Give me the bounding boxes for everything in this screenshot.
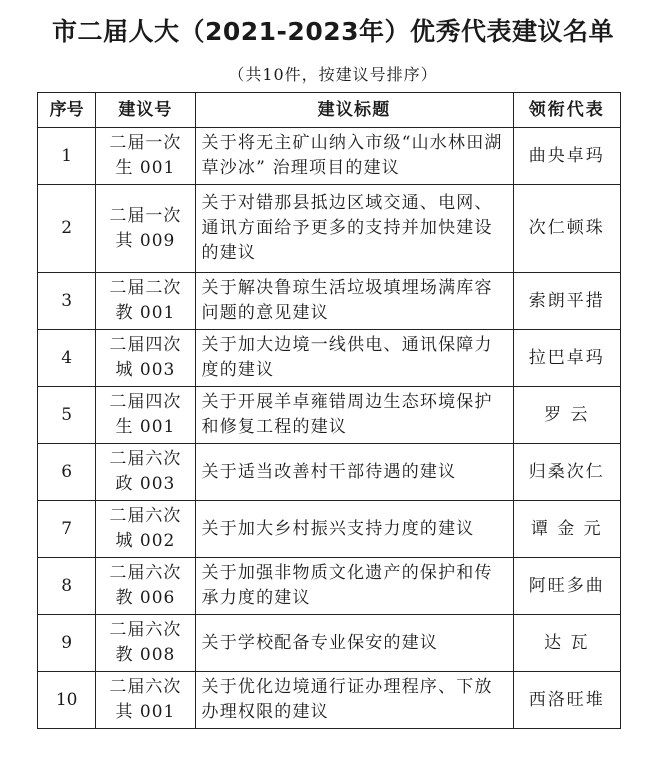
lead-representative: 达 瓦	[513, 615, 620, 672]
row-index: 8	[38, 558, 96, 615]
table-row	[38, 330, 621, 387]
lead-representative: 曲央卓玛	[513, 128, 620, 185]
proposal-number: 二届六次其 001	[96, 672, 195, 729]
table-row	[38, 615, 621, 672]
proposal-number: 二届六次教 008	[96, 615, 195, 672]
table-row	[38, 501, 621, 558]
proposal-number: 二届六次政 003	[96, 444, 195, 501]
row-index: 9	[38, 615, 96, 672]
proposal-number: 二届二次教 001	[96, 273, 195, 330]
row-index: 4	[38, 330, 96, 387]
table-row	[38, 672, 621, 729]
proposal-title: 关于加强非物质文化遗产的保护和传承力度的建议	[195, 558, 513, 615]
row-index: 2	[38, 185, 96, 273]
proposal-title: 关于将无主矿山纳入市级“山水林田湖草沙冰” 治理项目的建议	[195, 128, 513, 185]
column-header-lead-representative: 领衔代表	[513, 93, 620, 128]
proposal-number: 二届一次其 009	[96, 185, 195, 273]
proposal-title: 关于解决鲁琼生活垃圾填埋场满库容问题的意见建议	[195, 273, 513, 330]
proposal-title: 关于学校配备专业保安的建议	[195, 615, 513, 672]
lead-representative: 罗 云	[513, 387, 620, 444]
lead-representative: 次仁顿珠	[513, 185, 620, 273]
proposal-title: 关于对错那县抵边区域交通、电网、通讯方面给予更多的支持并加快建设的建议	[195, 185, 513, 273]
table-row	[38, 387, 621, 444]
proposal-number: 二届六次教 006	[96, 558, 195, 615]
proposal-number: 二届一次生 001	[96, 128, 195, 185]
row-index: 5	[38, 387, 96, 444]
table-row	[38, 444, 621, 501]
table-header-row	[38, 93, 621, 128]
proposal-title: 关于开展羊卓雍错周边生态环境保护和修复工程的建议	[195, 387, 513, 444]
page-title: 市二届人大（2021-2023年）优秀代表建议名单	[51, 17, 615, 46]
row-index: 6	[38, 444, 96, 501]
lead-representative: 谭 金 元	[513, 501, 620, 558]
proposals-table	[37, 92, 621, 729]
proposal-number: 二届四次生 001	[96, 387, 195, 444]
lead-representative: 归桑次仁	[513, 444, 620, 501]
row-index: 10	[38, 672, 96, 729]
table-row	[38, 185, 621, 273]
proposal-title: 关于适当改善村干部待遇的建议	[195, 444, 513, 501]
row-index: 7	[38, 501, 96, 558]
row-index: 1	[38, 128, 96, 185]
proposal-number: 二届六次城 002	[96, 501, 195, 558]
table-row	[38, 273, 621, 330]
lead-representative: 西洛旺堆	[513, 672, 620, 729]
lead-representative: 拉巴卓玛	[513, 330, 620, 387]
column-header-proposal-number: 建议号	[96, 93, 195, 128]
lead-representative: 索朗平措	[513, 273, 620, 330]
row-index: 3	[38, 273, 96, 330]
table-row	[38, 558, 621, 615]
proposal-title: 关于优化边境通行证办理程序、下放办理权限的建议	[195, 672, 513, 729]
proposal-number: 二届四次城 003	[96, 330, 195, 387]
table-row	[38, 128, 621, 185]
proposal-title: 关于加大边境一线供电、通讯保障力度的建议	[195, 330, 513, 387]
column-header-proposal-title: 建议标题	[195, 93, 513, 128]
proposal-title: 关于加大乡村振兴支持力度的建议	[195, 501, 513, 558]
column-header-index: 序号	[38, 93, 96, 128]
lead-representative: 阿旺多曲	[513, 558, 620, 615]
page-subtitle: （共10件，按建议号排序）	[228, 65, 438, 84]
